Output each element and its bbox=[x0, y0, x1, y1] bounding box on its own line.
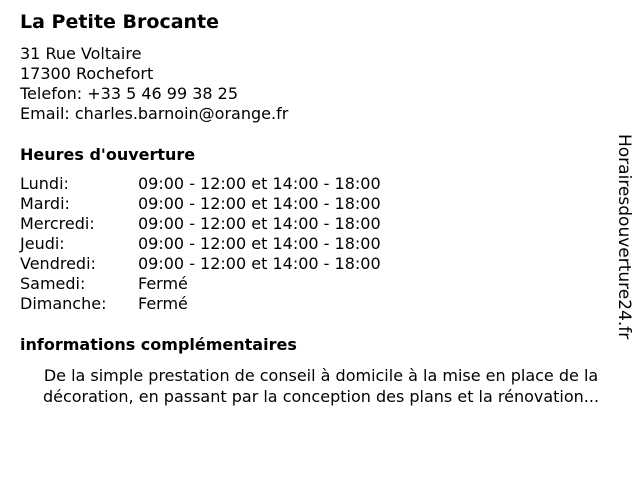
hours-time: 09:00 - 12:00 et 14:00 - 18:00 bbox=[138, 234, 381, 253]
info-description: De la simple prestation de conseil à domicile à la mise en place de la décoration, en passant par la conception des plans et la rénovation... bbox=[42, 366, 600, 406]
address-city: 17300 Rochefort bbox=[20, 64, 154, 83]
opening-hours-table bbox=[20, 174, 381, 314]
hours-time: 09:00 - 12:00 et 14:00 - 18:00 bbox=[138, 254, 381, 273]
hours-time: 09:00 - 12:00 et 14:00 - 18:00 bbox=[138, 194, 381, 213]
hours-day: Mardi: bbox=[20, 194, 70, 213]
hours-row-tuesday bbox=[20, 194, 381, 214]
hours-heading: Heures d'ouverture bbox=[20, 145, 196, 164]
hours-time: 09:00 - 12:00 et 14:00 - 18:00 bbox=[138, 174, 381, 193]
contact-block bbox=[20, 44, 288, 124]
hours-time: Fermé bbox=[138, 274, 188, 293]
hours-row-friday bbox=[20, 254, 381, 274]
hours-row-saturday bbox=[20, 274, 381, 294]
hours-row-monday bbox=[20, 174, 381, 194]
phone-number[interactable]: Telefon: +33 5 46 99 38 25 bbox=[20, 84, 239, 103]
hours-time: Fermé bbox=[138, 294, 188, 313]
hours-row-sunday bbox=[20, 294, 381, 314]
hours-day: Samedi: bbox=[20, 274, 86, 293]
hours-row-wednesday bbox=[20, 214, 381, 234]
watermark bbox=[610, 134, 636, 344]
hours-day: Jeudi: bbox=[20, 234, 65, 253]
hours-day: Mercredi: bbox=[20, 214, 95, 233]
watermark-text: Horairesdouverture24.fr bbox=[614, 134, 634, 340]
hours-day: Vendredi: bbox=[20, 254, 96, 273]
email-address[interactable]: Email: charles.barnoin@orange.fr bbox=[20, 104, 289, 123]
hours-day: Lundi: bbox=[20, 174, 69, 193]
info-heading: informations complémentaires bbox=[20, 335, 297, 354]
hours-row-thursday bbox=[20, 234, 381, 254]
hours-time: 09:00 - 12:00 et 14:00 - 18:00 bbox=[138, 214, 381, 233]
address-street: 31 Rue Voltaire bbox=[20, 44, 142, 63]
hours-day: Dimanche: bbox=[20, 294, 107, 313]
business-name: La Petite Brocante bbox=[20, 11, 220, 33]
